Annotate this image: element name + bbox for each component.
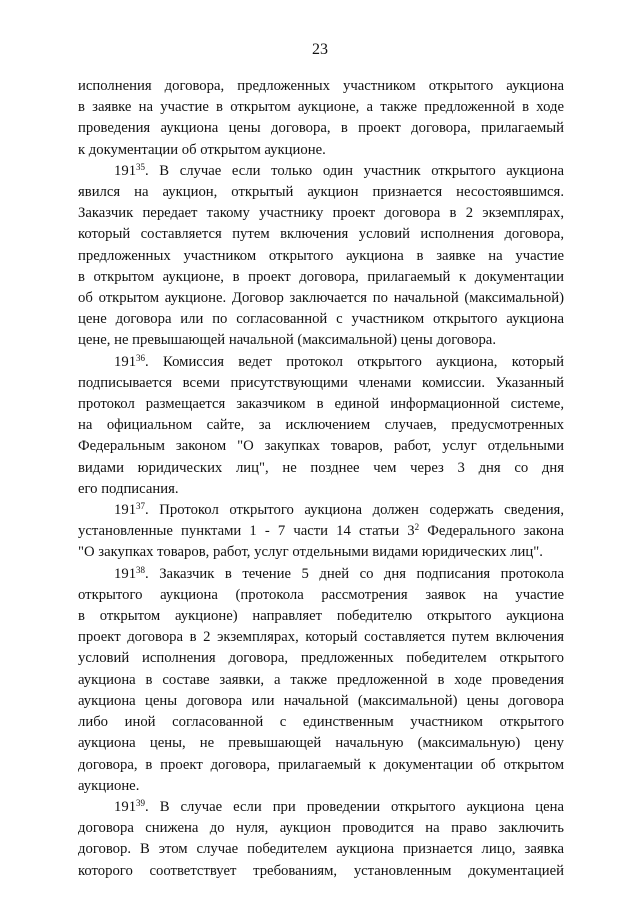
paragraph-number: 191 xyxy=(114,502,137,519)
text-line: договора снижена до нуля, аукцион проводится на право заключить xyxy=(78,820,564,837)
paragraph-191-39 xyxy=(78,797,564,882)
text-line: в открытом аукционе) направляет победителю открытого аукциона xyxy=(78,608,564,625)
text-line xyxy=(78,352,564,373)
text-line xyxy=(78,500,564,521)
article-superscript: 2 xyxy=(414,522,420,533)
paragraph-continuation xyxy=(78,76,564,161)
text-span: . Протокол открытого аукциона должен содержать сведения, xyxy=(145,502,564,519)
text-line: видами юридических лиц", не позднее чем через 3 дня со дня xyxy=(78,459,564,476)
text-line: проведения аукциона цены договора, в проект договора, прилагаемый xyxy=(78,120,564,137)
text-line: его подписания. xyxy=(78,480,179,497)
text-line: открытого аукциона (протокола рассмотрения заявок на участие xyxy=(78,586,564,603)
document-body xyxy=(78,76,564,882)
paragraph-number-superscript: 36 xyxy=(136,352,146,363)
text-span: . Заказчик в течение 5 дней со дня подписания протокола xyxy=(145,565,564,582)
text-line: "О закупках товаров, работ, услуг отдельными видами юридических лиц". xyxy=(78,544,543,561)
text-span: . В случае если только один участник открытого аукциона xyxy=(145,162,564,179)
paragraph-191-35 xyxy=(78,161,564,352)
text-line: предложенных участником открытого аукциона в заявке на участие xyxy=(78,247,564,264)
paragraph-number-superscript: 39 xyxy=(136,797,146,808)
text-line: аукциона цены договора или начальной (максимальной) цены договора xyxy=(78,692,564,709)
paragraph-number-superscript: 35 xyxy=(136,161,146,172)
text-line xyxy=(78,521,564,542)
text-span: установленные пунктами 1 - 7 части 14 статьи 3 xyxy=(78,523,415,540)
paragraph-number: 191 xyxy=(114,353,137,370)
text-line: аукциона цены, не превышающей начальную (максимальную) цену xyxy=(78,735,564,752)
text-line: в заявке на участие в открытом аукционе, а также предложенной в ходе xyxy=(78,99,564,116)
text-line: который составляется путем включения условий исполнения договора, xyxy=(78,226,564,243)
paragraph-number-superscript: 38 xyxy=(136,564,146,575)
paragraph-191-37 xyxy=(78,500,564,564)
paragraph-number: 191 xyxy=(114,798,137,815)
text-line: договора, в проект договора, прилагаемый к документации об открытом xyxy=(78,756,564,773)
text-line: либо иной согласованной с единственным участником открытого xyxy=(78,714,564,731)
text-line: цене договора или по согласованной с участником открытого аукциона xyxy=(78,311,564,328)
text-span: Федерального закона xyxy=(419,523,564,540)
text-line xyxy=(78,797,564,818)
text-span: . Комиссия ведет протокол открытого аукциона, который xyxy=(145,353,564,370)
paragraph-191-36 xyxy=(78,352,564,500)
text-line: аукционе. xyxy=(78,777,140,794)
text-line: подписывается всеми присутствующими членами комиссии. Указанный xyxy=(78,374,564,391)
text-line: в открытом аукционе, в проект договора, прилагаемый к документации xyxy=(78,268,564,285)
page-number: 23 xyxy=(312,41,328,58)
text-line: Заказчик передает такому участнику проект договора в 2 экземплярах, xyxy=(78,205,564,222)
text-line: цене, не превышающей начальной (максимальной) цены договора. xyxy=(78,332,496,349)
paragraph-191-38 xyxy=(78,564,564,797)
text-line: об открытом аукционе. Договор заключается по начальной (максимальной) xyxy=(78,290,564,307)
paragraph-number: 191 xyxy=(114,565,137,582)
text-line: которого соответствует требованиям, установленным документацией xyxy=(78,862,564,879)
text-line: исполнения договора, предложенных участником открытого аукциона xyxy=(78,78,564,94)
paragraph-number: 191 xyxy=(114,162,137,179)
text-line: проект договора в 2 экземплярах, который составляется путем включения xyxy=(78,629,564,646)
text-line: Федеральным законом "О закупках товаров, работ, услуг отдельными xyxy=(78,438,564,455)
text-line: явился на аукцион, открытый аукцион признается несостоявшимся. xyxy=(78,184,564,201)
text-line: аукциона в составе заявки, а также предложенной в ходе проведения xyxy=(78,671,564,688)
text-line: условий исполнения договора, предложенных победителем открытого xyxy=(78,650,564,667)
text-line: протокол размещается заказчиком в единой информационной системе, xyxy=(78,396,564,413)
text-line xyxy=(78,161,564,182)
text-line xyxy=(78,564,564,585)
text-line: к документации об открытом аукционе. xyxy=(78,141,326,158)
text-line: на официальном сайте, за исключением случаев, предусмотренных xyxy=(78,417,564,434)
text-span: . В случае если при проведении открытого аукциона цена xyxy=(145,798,564,815)
text-line: договор. В этом случае победителем аукциона признается лицо, заявка xyxy=(78,841,564,858)
paragraph-number-superscript: 37 xyxy=(136,501,146,512)
